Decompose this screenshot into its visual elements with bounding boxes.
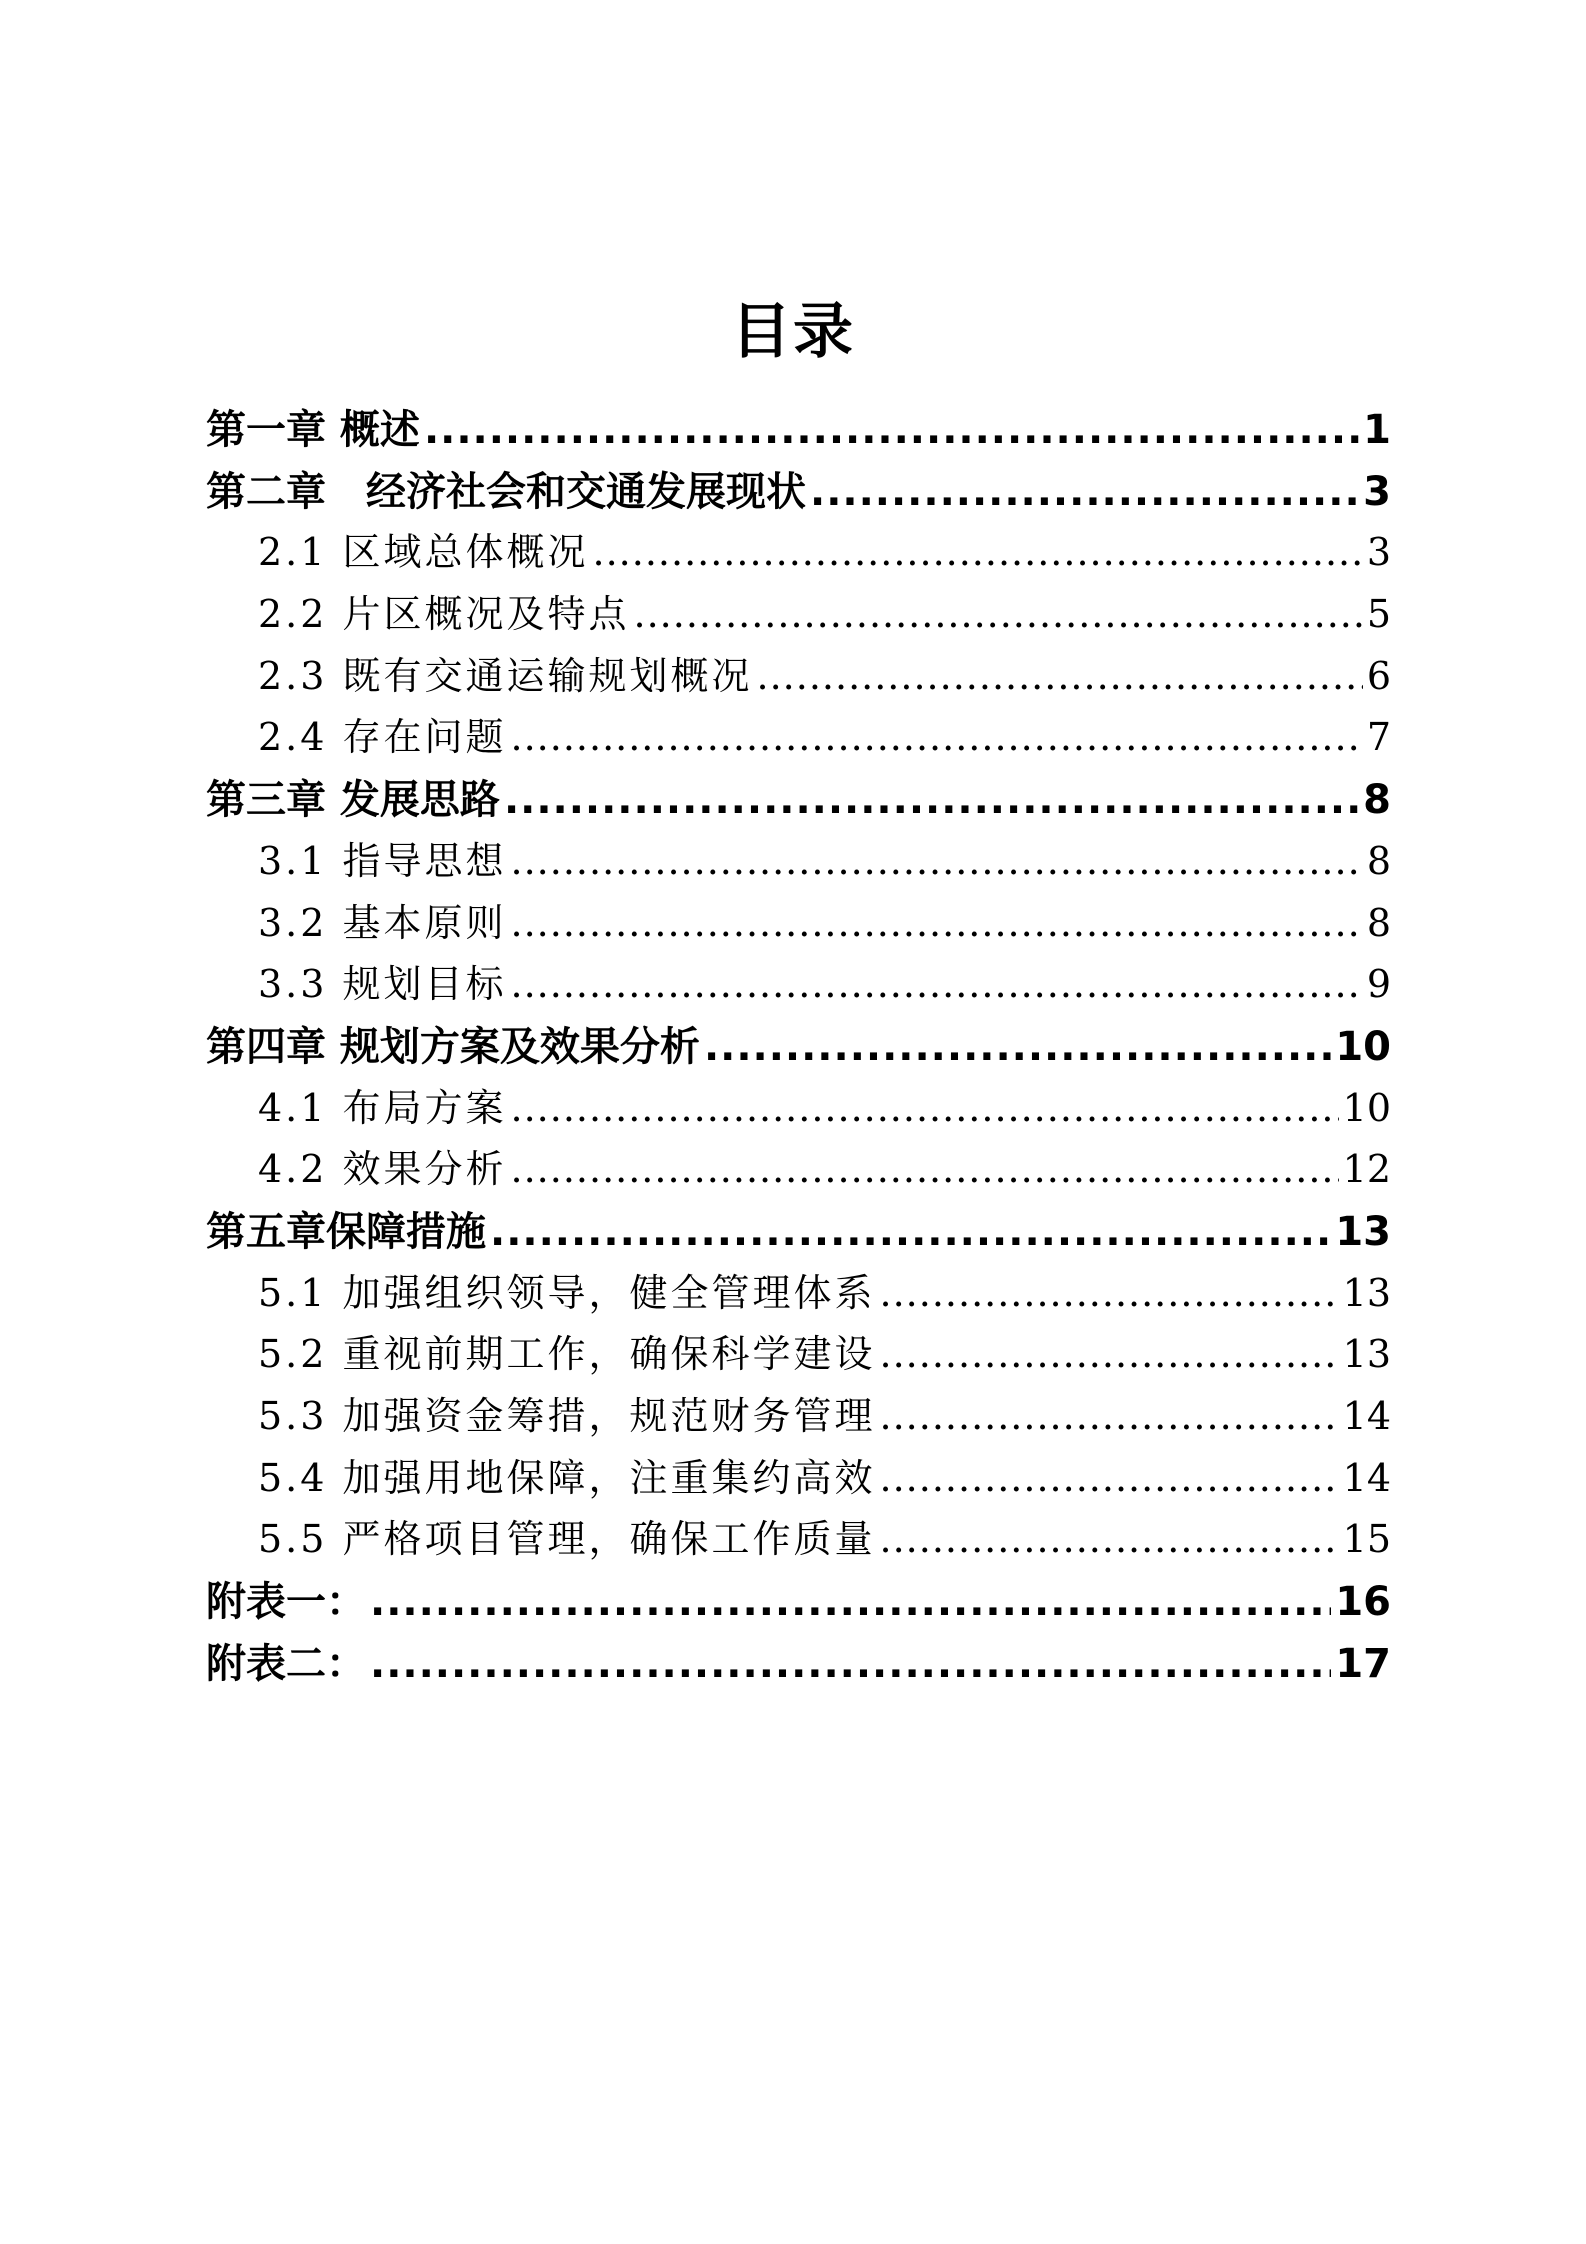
toc-entry-label: 2.1 区域总体概况 [258,530,589,575]
toc-entry-chapter-1[interactable] [206,398,1391,460]
toc-leader-dots [880,1517,1339,1561]
toc-entry-section-2-2[interactable] [206,583,1391,645]
toc-entry-section-4-2[interactable] [206,1138,1391,1200]
toc-leader-dots [511,901,1363,945]
toc-entry-label: 3.2 基本原则 [258,900,507,945]
toc-leader-dots [880,1456,1339,1500]
toc-leader-dots [370,1641,1331,1687]
toc-entry-page: 16 [1335,1579,1391,1626]
toc-entry-page: 12 [1342,1147,1391,1192]
toc-entry-section-3-3[interactable] [206,953,1391,1015]
toc-leader-dots [504,777,1359,823]
toc-entry-label: 4.2 效果分析 [258,1147,507,1192]
toc-entry-page: 6 [1366,653,1391,698]
toc-entry-section-2-4[interactable] [206,706,1391,768]
toc-entry-page: 10 [1335,1023,1391,1070]
toc-entry-section-3-2[interactable] [206,892,1391,954]
toc-entry-section-5-5[interactable] [206,1508,1391,1570]
toc-entry-page: 8 [1366,900,1391,945]
toc-leader-dots [880,1332,1339,1376]
toc-leader-dots [490,1209,1331,1255]
toc-entry-label: 5.1 加强组织领导，健全管理体系 [258,1270,876,1315]
toc-entry-page: 15 [1342,1517,1391,1562]
toc-entry-page: 10 [1342,1085,1391,1130]
toc-leader-dots [511,839,1363,883]
toc-entry-label: 第一章 概述 [206,407,420,453]
toc-entry-label: 5.2 重视前期工作，确保科学建设 [258,1332,876,1377]
toc-entry-page: 8 [1363,777,1391,824]
toc-leader-dots [593,530,1363,574]
toc-entry-section-5-4[interactable] [206,1447,1391,1509]
toc-entry-label: 2.3 既有交通运输规划概况 [258,653,753,698]
toc-entry-section-2-1[interactable] [206,521,1391,583]
toc-entry-chapter-4[interactable] [206,1015,1391,1077]
toc-leader-dots [511,1086,1339,1130]
toc-leader-dots [511,1147,1339,1191]
toc-entry-appendix-1[interactable] [206,1570,1391,1632]
toc-entry-section-3-1[interactable] [206,830,1391,892]
toc-leader-dots [370,1579,1331,1625]
toc-entry-page: 13 [1342,1270,1391,1315]
toc-entry-label: 第四章 规划方案及效果分析 [206,1023,700,1070]
toc-leader-dots [511,715,1363,759]
toc-entry-section-4-1[interactable] [206,1077,1391,1139]
toc-entry-label: 5.4 加强用地保障，注重集约高效 [258,1455,876,1500]
toc-entry-page: 3 [1363,468,1391,515]
toc-entry-label: 附表一： [206,1579,366,1626]
toc-entry-section-2-3[interactable] [206,645,1391,707]
toc-entry-page: 17 [1335,1640,1391,1687]
toc-entry-page: 13 [1335,1208,1391,1255]
toc-entry-label: 3.3 规划目标 [258,962,507,1007]
toc-entry-page: 7 [1366,715,1391,760]
toc-entry-page: 1 [1363,407,1391,453]
toc-leader-dots [757,654,1363,698]
toc-entry-label: 附表二： [206,1640,366,1687]
toc-entry-label: 4.1 布局方案 [258,1085,507,1130]
toc-entry-label: 5.3 加强资金筹措，规范财务管理 [258,1394,876,1438]
toc-entry-page: 3 [1366,530,1391,575]
toc-entry-label: 3.1 指导思想 [258,838,507,883]
toc-entry-label: 第五章保障措施 [206,1208,486,1255]
toc-entry-label: 5.5 严格项目管理，确保工作质量 [258,1517,876,1562]
page-title: 目录 [731,297,855,367]
table-of-contents [206,398,1391,1693]
toc-leader-dots [634,592,1363,636]
toc-entry-label: 第三章 发展思路 [206,777,500,824]
toc-entry-label: 第二章 经济社会和交通发展现状 [206,468,806,515]
toc-entry-section-5-3[interactable] [206,1385,1391,1447]
toc-entry-page: 8 [1366,838,1391,883]
toc-entry-appendix-2[interactable] [206,1632,1391,1694]
toc-entry-page: 14 [1342,1455,1391,1500]
toc-leader-dots [880,1271,1339,1315]
toc-entry-label: 2.2 片区概况及特点 [258,592,630,637]
toc-entry-page: 9 [1366,962,1391,1007]
toc-entry-section-5-1[interactable] [206,1262,1391,1324]
toc-entry-page: 14 [1342,1394,1391,1438]
toc-leader-dots [511,962,1363,1006]
toc-entry-chapter-5[interactable] [206,1200,1391,1262]
toc-entry-section-5-2[interactable] [206,1323,1391,1385]
toc-entry-label: 2.4 存在问题 [258,715,507,760]
toc-entry-page: 5 [1366,592,1391,637]
toc-leader-dots [880,1394,1339,1438]
toc-entry-chapter-3[interactable] [206,768,1391,830]
toc-leader-dots [424,407,1359,453]
toc-leader-dots [704,1024,1331,1070]
toc-leader-dots [810,469,1359,515]
toc-entry-page: 13 [1342,1332,1391,1377]
toc-entry-chapter-2[interactable] [206,460,1391,522]
